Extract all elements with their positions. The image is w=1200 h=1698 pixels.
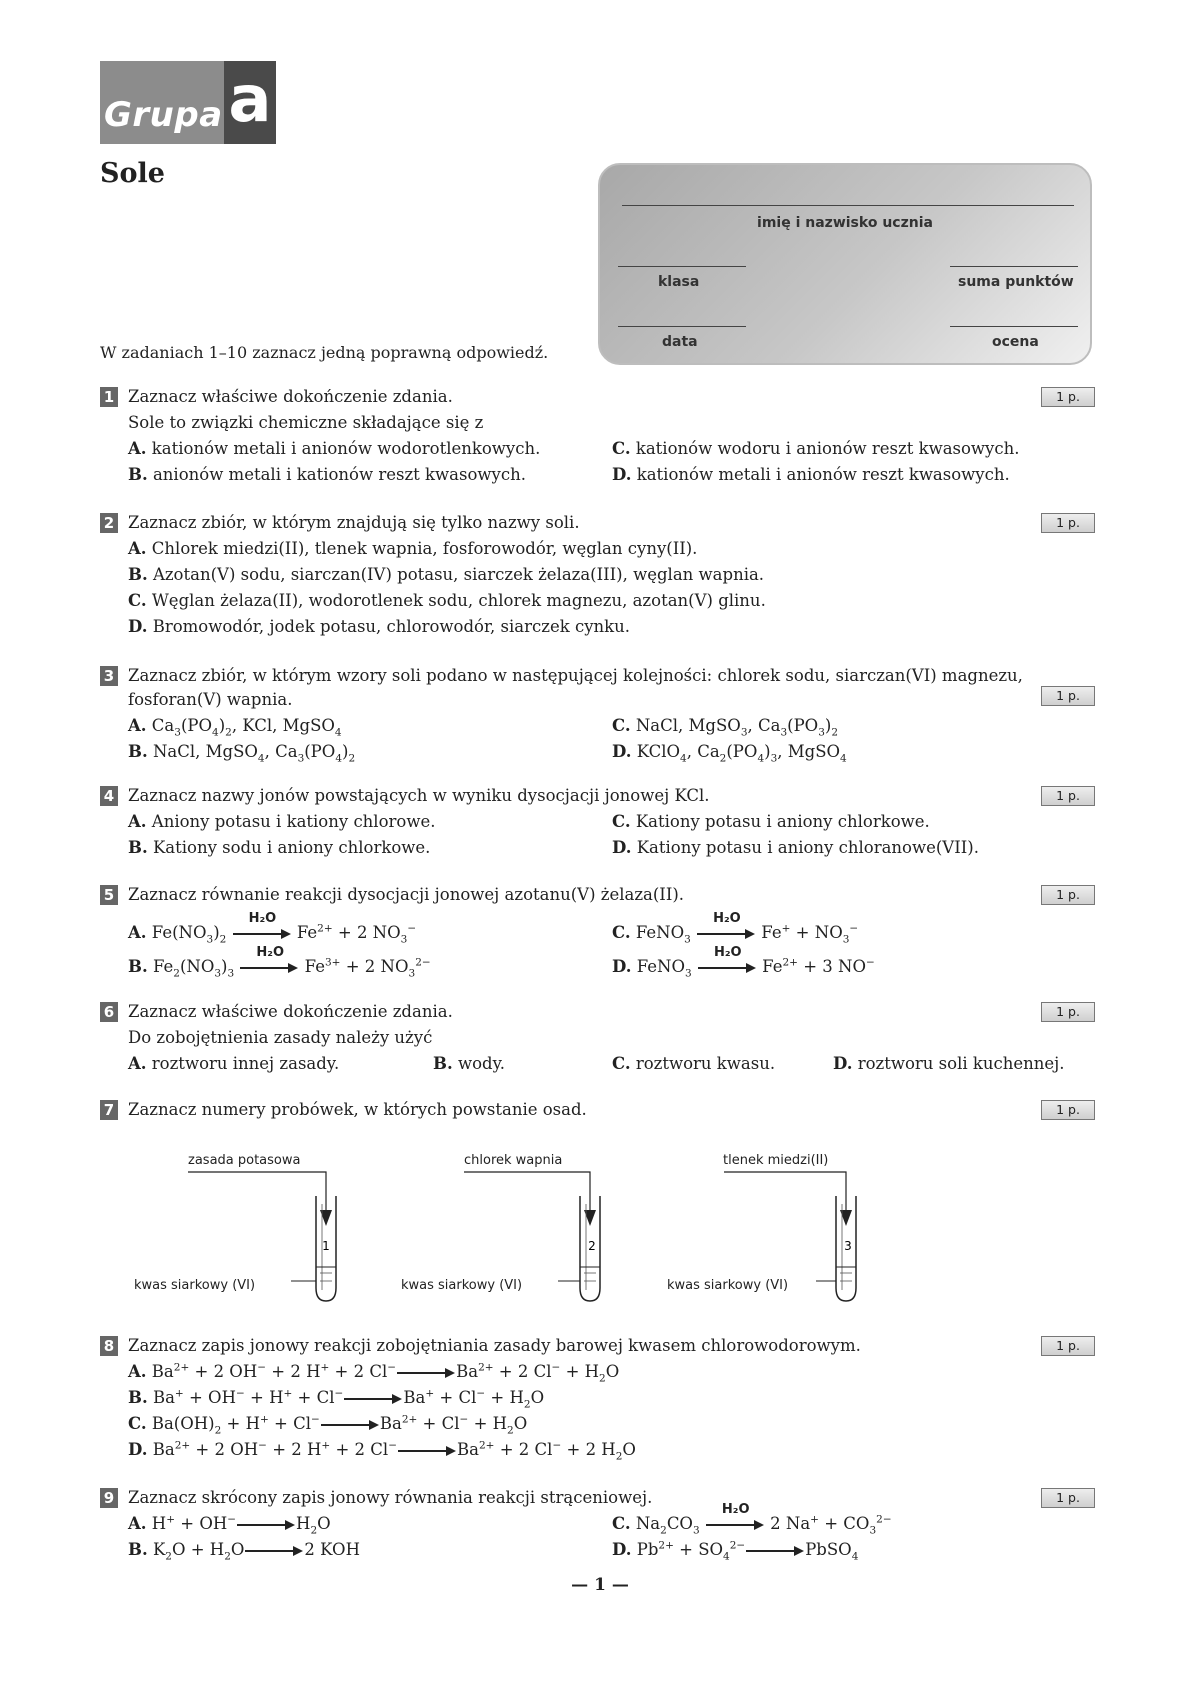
- reaction-arrow: [398, 1444, 456, 1458]
- answer-a[interactable]: A. Aniony potasu i kationy chlorowe.: [128, 812, 436, 831]
- grade-label: ocena: [992, 334, 1039, 350]
- reaction-arrow: [344, 1392, 402, 1406]
- date-label: data: [662, 334, 698, 350]
- question-line2: Sole to związki chemiczne składające się z: [128, 413, 484, 432]
- answer-c[interactable]: C. NaCl, MgSO$_3$, $Ca_3(PO_3)_2$: [612, 716, 839, 739]
- reaction-arrow: H₂O: [697, 927, 755, 941]
- student-info-box: [598, 163, 1092, 365]
- answer-a[interactable]: A. Chlorek miedzi(II), tlenek wapnia, fosforowodór, węglan cyny(II).: [128, 539, 698, 558]
- task-number: 8: [100, 1336, 118, 1356]
- answer-a[interactable]: A. $Fe(NO_3)_2$ H₂O $Fe^{2+} + 2$ $NO_3^-$: [128, 910, 417, 946]
- answer-a[interactable]: A. H+ + OH− $H_2O$: [128, 1513, 331, 1537]
- task-1: [100, 387, 1095, 487]
- tube-3-number: 3: [844, 1239, 852, 1253]
- question: Zaznacz właściwe dokończenie zdania.: [128, 387, 453, 406]
- task-8: [100, 1336, 1095, 1463]
- answer-a[interactable]: A. roztworu innej zasady.: [128, 1054, 340, 1073]
- reaction-arrow: [321, 1418, 379, 1432]
- task-number: 5: [100, 885, 118, 905]
- question: Zaznacz zapis jonowy reakcji zobojętniania zasady barowej kwasem chlorowodorowym.: [128, 1336, 861, 1355]
- task-2: [100, 513, 1095, 639]
- task-4: [100, 786, 1095, 862]
- group-logo: [100, 61, 276, 144]
- answer-c[interactable]: C. Kationy potasu i aniony chlorkowe.: [612, 812, 930, 831]
- tube-2-reagent: chlorek wapnia: [464, 1153, 563, 1168]
- tube-3-reagent: tlenek miedzi(II): [723, 1153, 829, 1168]
- tube-3-acid: kwas siarkowy (VI): [667, 1278, 789, 1293]
- answer-a[interactable]: A. kationów metali i anionów wodorotlenkowych.: [128, 439, 541, 458]
- task-7: [100, 1100, 1095, 1310]
- answer-d[interactable]: D. $Ba^{2+} + 2$ OH− + 2 H+ + 2 Cl− $Ba^{2+} + 2$ Cl− + 2 $H_2O$: [128, 1439, 636, 1463]
- reaction-arrow: [245, 1544, 303, 1558]
- points-badge: 1 p.: [1041, 1100, 1095, 1120]
- points-badge: 1 p.: [1041, 1002, 1095, 1022]
- points-badge: 1 p.: [1041, 387, 1095, 407]
- reaction-arrow: H₂O: [233, 927, 291, 941]
- answer-b[interactable]: B. $Fe_2(NO_3)_3$ H₂O $Fe^{3+} + 2$ $NO_3^{2-}$: [128, 944, 431, 980]
- question: Zaznacz równanie reakcji dysocjacji jonowej azotanu(V) żelaza(II).: [128, 885, 685, 904]
- question: Zaznacz skrócony zapis jonowy równania reakcji strąceniowej.: [128, 1488, 653, 1507]
- points-badge: 1 p.: [1041, 885, 1095, 905]
- answer-d[interactable]: D. KClO$_4$, $Ca_2(PO_4)_3$, MgSO$_4$: [612, 742, 847, 765]
- answer-c[interactable]: C. $Ba(OH)_2 + H^+ + Cl^-$ $Ba^{2+} + Cl^- + H_2O$: [128, 1413, 528, 1437]
- task-9: [100, 1488, 1095, 1568]
- tube-2-number: 2: [588, 1239, 596, 1253]
- question: Zaznacz właściwe dokończenie zdania.: [128, 1002, 453, 1021]
- question: Zaznacz zbiór, w którym wzory soli podano w następującej kolejności: chlorek sodu, siarczan(VI) magnezu,: [128, 666, 1023, 685]
- reaction-arrow: [746, 1544, 804, 1558]
- answer-a[interactable]: A. $Ca_3(PO_4)_2$, KCl, MgSO$_4$: [128, 716, 342, 739]
- answer-c[interactable]: C. FeNO$_3$ H₂O $Fe^+ + NO_3^-$: [612, 910, 859, 946]
- answer-c[interactable]: C. $Na_2CO_3$ H₂O 2 $Na^+ + CO_3^{2-}$: [612, 1501, 892, 1537]
- answer-b[interactable]: B. NaCl, MgSO$_4$, $Ca_3(PO_4)_2$: [128, 742, 356, 765]
- answer-d[interactable]: D. Bromowodór, jodek potasu, chlorowodór, siarczek cynku.: [128, 617, 631, 636]
- question: Zaznacz numery probówek, w których powstanie osad.: [128, 1100, 587, 1119]
- answer-b[interactable]: B. Azotan(V) sodu, siarczan(IV) potasu, siarczek żelaza(III), węglan wapnia.: [128, 565, 765, 584]
- task-number: 7: [100, 1100, 118, 1120]
- test-tube-3: [660, 1160, 960, 1310]
- answer-d[interactable]: D. $Pb^{2+} + SO_4^{2-}$ PbSO$_4$: [612, 1539, 859, 1563]
- answer-a[interactable]: A. $Ba^{2+} + 2$ OH− + 2 H+ + 2 Cl− $Ba^{2+} + 2$ $Cl^- + H_2O$: [128, 1361, 620, 1385]
- task-number: 2: [100, 513, 118, 533]
- tube-1-reagent: zasada potasowa: [188, 1153, 301, 1168]
- points-badge: 1 p.: [1041, 1336, 1095, 1356]
- answer-b[interactable]: B. anionów metali i kationów reszt kwasowych.: [128, 465, 526, 484]
- answer-c[interactable]: C. kationów wodoru i anionów reszt kwasowych.: [612, 439, 1020, 458]
- task-number: 6: [100, 1002, 118, 1022]
- points-badge: 1 p.: [1041, 786, 1095, 806]
- answer-b[interactable]: B. Ba+ + OH− + H+ + Cl− $Ba^+ + Cl^- + H_2O$: [128, 1387, 545, 1411]
- task-5: [100, 885, 1095, 985]
- answer-d[interactable]: D. FeNO$_3$ H₂O $Fe^{2+} + 3$ NO−: [612, 944, 875, 980]
- reaction-arrow: H₂O: [240, 961, 298, 975]
- answer-d[interactable]: D. Kationy potasu i aniony chloranowe(VII).: [612, 838, 979, 857]
- points-sum-label: suma punktów: [958, 274, 1074, 290]
- tube-1-number: 1: [322, 1239, 330, 1253]
- test-tube-2: [400, 1160, 700, 1310]
- task-number: 9: [100, 1488, 118, 1508]
- task-number: 1: [100, 387, 118, 407]
- answer-c[interactable]: C. roztworu kwasu.: [612, 1054, 776, 1073]
- tube-2-acid: kwas siarkowy (VI): [401, 1278, 523, 1293]
- reaction-arrow: H₂O: [698, 961, 756, 975]
- answer-d[interactable]: D. kationów metali i anionów reszt kwasowych.: [612, 465, 1010, 484]
- reaction-arrow: H₂O: [706, 1518, 764, 1532]
- points-badge: 1 p.: [1041, 1488, 1095, 1508]
- question: Zaznacz nazwy jonów powstających w wyniku dysocjacji jonowej KCl.: [128, 786, 710, 805]
- name-label: imię i nazwisko ucznia: [757, 215, 933, 231]
- reaction-arrow: [397, 1366, 455, 1380]
- answer-c[interactable]: C. Węglan żelaza(II), wodorotlenek sodu, chlorek magnezu, azotan(V) glinu.: [128, 591, 766, 610]
- class-label: klasa: [658, 274, 700, 290]
- answer-b[interactable]: B. Kationy sodu i aniony chlorkowe.: [128, 838, 431, 857]
- task-3: [100, 666, 1095, 766]
- question: Zaznacz zbiór, w którym znajdują się tylko nazwy soli.: [128, 513, 580, 532]
- answer-b[interactable]: B. wody.: [433, 1054, 505, 1073]
- points-badge: 1 p.: [1041, 686, 1095, 706]
- test-tube-1: [130, 1160, 430, 1310]
- tube-1-acid: kwas siarkowy (VI): [134, 1278, 256, 1293]
- logo-letter: a: [228, 63, 272, 137]
- question-line2: Do zobojętnienia zasady należy użyć: [128, 1028, 433, 1047]
- reaction-arrow: [237, 1518, 295, 1532]
- task-6: [100, 1002, 1095, 1078]
- logo-word: Grupa: [104, 95, 223, 135]
- question-line2: fosforan(V) wapnia.: [128, 690, 293, 709]
- page-title: Sole: [100, 158, 165, 189]
- task-number: 4: [100, 786, 118, 806]
- instruction: W zadaniach 1–10 zaznacz jedną poprawną odpowiedź.: [100, 343, 549, 362]
- page-number: — 1 —: [571, 1575, 629, 1595]
- task-number: 3: [100, 666, 118, 686]
- points-badge: 1 p.: [1041, 513, 1095, 533]
- answer-b[interactable]: B. $K_2O + H_2O$ 2 KOH: [128, 1540, 360, 1563]
- answer-d[interactable]: D. roztworu soli kuchennej.: [833, 1054, 1065, 1073]
